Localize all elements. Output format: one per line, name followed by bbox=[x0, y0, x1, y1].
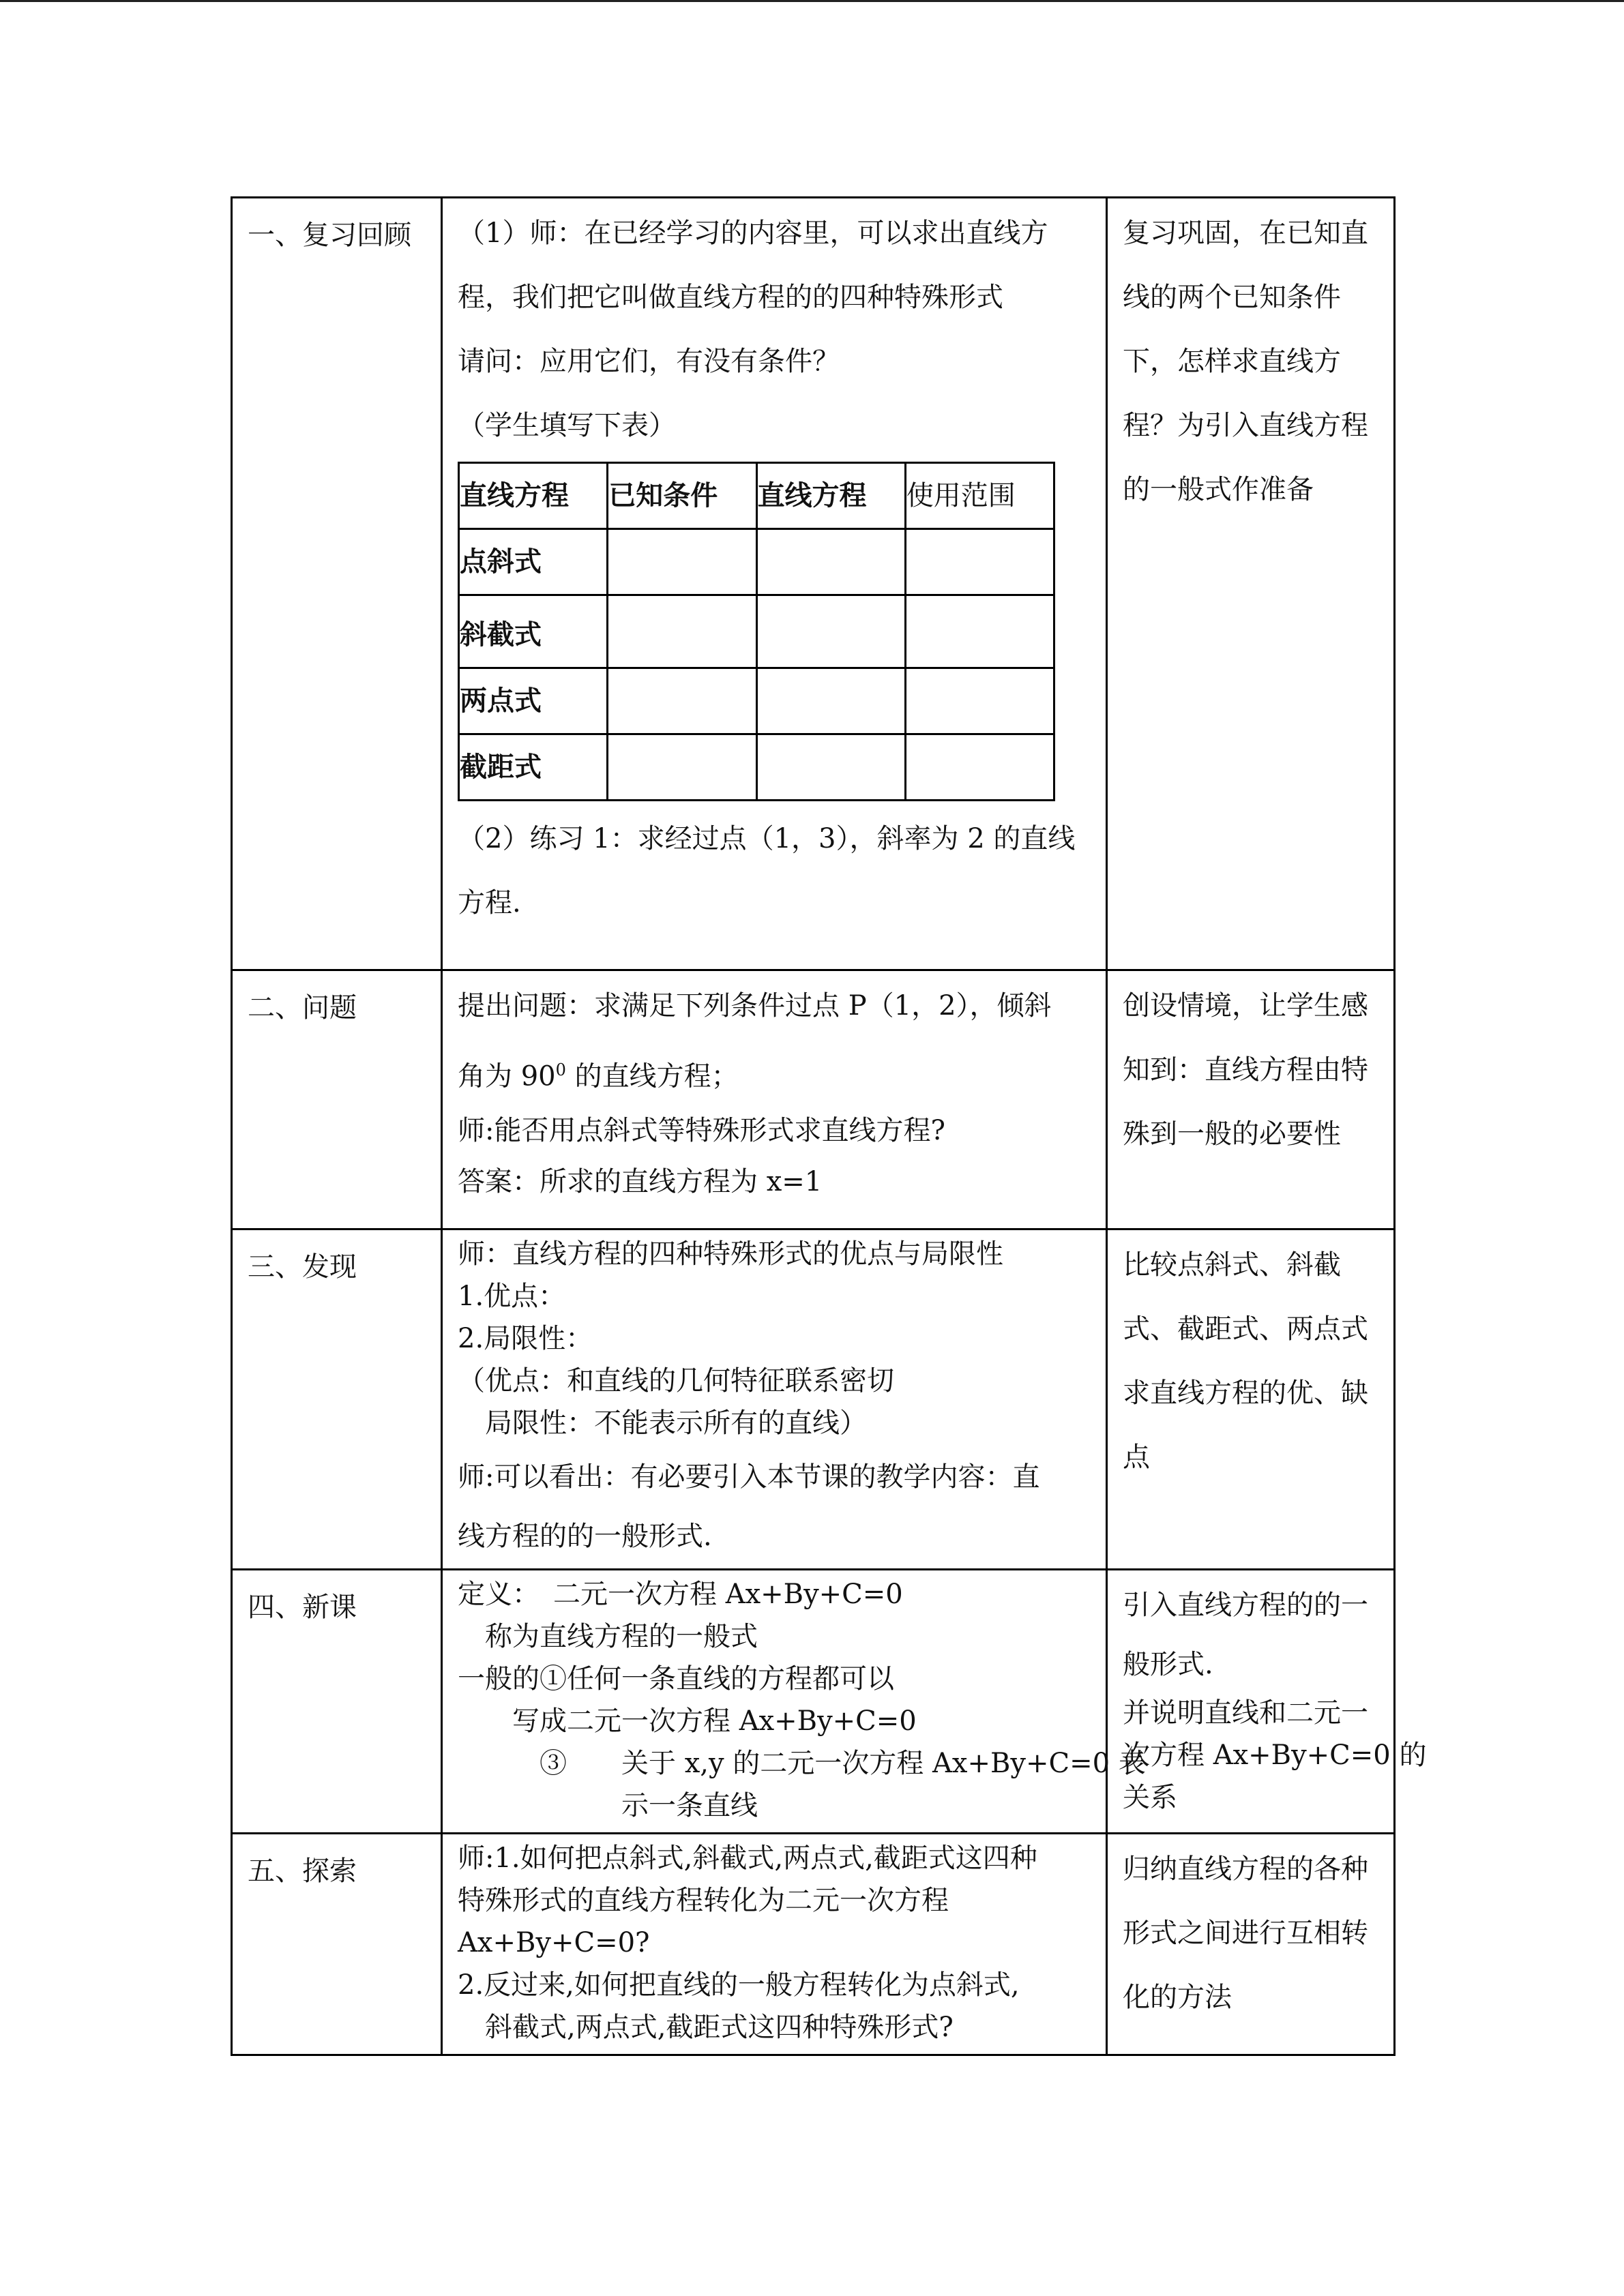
note-line: 复习巩固，在已知直 bbox=[1123, 218, 1368, 249]
content-line: ③ 关于 x,y 的二元一次方程 Ax+By+C=0 表 bbox=[458, 1748, 1146, 1779]
note-cell bbox=[1107, 1834, 1395, 2055]
content-line: Ax+By+C=0? bbox=[458, 1927, 650, 1958]
lesson-plan-table bbox=[231, 196, 1427, 2056]
fill-in-blank bbox=[756, 734, 905, 801]
fill-in-row bbox=[459, 595, 1054, 668]
fill-in-blank bbox=[905, 668, 1054, 734]
content-cell bbox=[442, 1570, 1146, 1834]
note-line: 线的两个已知条件 bbox=[1123, 282, 1341, 313]
note-line: 并说明直线和二元一 bbox=[1123, 1697, 1368, 1729]
angle-text-rest: 的直线方程； bbox=[565, 1060, 739, 1092]
row-label-cell bbox=[232, 1229, 442, 1570]
fill-in-row-label: 点斜式 bbox=[459, 529, 608, 595]
fill-in-table bbox=[458, 462, 1055, 801]
table-row bbox=[232, 1570, 1395, 1834]
note-line: 创设情境，让学生感 bbox=[1123, 990, 1368, 1022]
note-line: 般形式. bbox=[1123, 1649, 1213, 1680]
note-line: 求直线方程的优、缺 bbox=[1123, 1377, 1368, 1409]
fill-in-blank bbox=[756, 668, 905, 734]
note-line: 化的方法 bbox=[1123, 1982, 1232, 2013]
fill-in-row-label: 截距式 bbox=[459, 734, 608, 801]
fill-in-blank bbox=[756, 595, 905, 668]
row-label-cell bbox=[232, 1834, 442, 2055]
fill-in-header: 直线方程 bbox=[756, 463, 905, 529]
fill-in-blank bbox=[905, 595, 1054, 668]
fill-in-header: 已知条件 bbox=[608, 463, 756, 529]
content-line: 写成二元一次方程 Ax+By+C=0 bbox=[458, 1705, 917, 1737]
content-line: 一般的①任何一条直线的方程都可以 bbox=[458, 1663, 894, 1695]
content-line bbox=[458, 1038, 1091, 1108]
note-cell bbox=[1107, 1229, 1395, 1570]
content-line: 师:能否用点斜式等特殊形式求直线方程? bbox=[458, 1115, 945, 1147]
table-row bbox=[232, 970, 1395, 1229]
fill-in-row bbox=[459, 668, 1054, 734]
fill-in-blank bbox=[608, 734, 756, 801]
content-line: 1.优点： bbox=[458, 1281, 566, 1312]
page-top-rule bbox=[0, 0, 1624, 2]
fill-in-blank bbox=[608, 529, 756, 595]
row-label-cell bbox=[232, 198, 442, 970]
fill-in-row bbox=[459, 529, 1054, 595]
note-line: 程？为引入直线方程 bbox=[1123, 410, 1368, 441]
note-line: 次方程 Ax+By+C=0 的 bbox=[1123, 1740, 1427, 1771]
content-cell bbox=[442, 198, 1107, 970]
note-line: 殊到一般的必要性 bbox=[1123, 1118, 1341, 1150]
content-line: 程，我们把它叫做直线方程的的四种特殊形式 bbox=[458, 282, 1003, 313]
fill-in-blank bbox=[756, 529, 905, 595]
content-line: （优点：和直线的几何特征联系密切 bbox=[458, 1365, 894, 1397]
table-row bbox=[232, 1834, 1395, 2055]
degree-superscript: 0 bbox=[555, 1060, 566, 1079]
content-line: 定义： 二元一次方程 Ax+By+C=0 bbox=[458, 1579, 903, 1610]
content-line: 2.局限性： bbox=[458, 1323, 593, 1354]
fill-in-row-label: 两点式 bbox=[459, 668, 608, 734]
angle-text: 角为 90 bbox=[458, 1060, 556, 1092]
content-cell bbox=[442, 1834, 1107, 2055]
content-line: 示一条直线 bbox=[458, 1790, 758, 1821]
row-label-cell bbox=[232, 1570, 442, 1834]
content-line: 答案：所求的直线方程为 x=1 bbox=[458, 1166, 823, 1198]
content-line: 斜截式,两点式,截距式这四种特殊形式? bbox=[458, 2012, 954, 2043]
row-label: 四、新课 bbox=[248, 1592, 357, 1623]
content-line: （学生填写下表） bbox=[458, 410, 676, 441]
fill-in-blank bbox=[608, 668, 756, 734]
content-line: 师:可以看出：有必要引入本节课的教学内容：直 bbox=[458, 1461, 1040, 1493]
row-label: 二、问题 bbox=[248, 992, 357, 1024]
note-cell bbox=[1107, 970, 1395, 1229]
fill-in-row-label: 斜截式 bbox=[459, 595, 608, 668]
fill-in-blank bbox=[905, 734, 1054, 801]
fill-in-header-row bbox=[459, 463, 1054, 529]
fill-in-blank bbox=[608, 595, 756, 668]
content-line: 局限性：不能表示所有的直线） bbox=[458, 1407, 867, 1439]
content-line: 特殊形式的直线方程转化为二元一次方程 bbox=[458, 1885, 949, 1916]
note-line: 形式之间进行互相转 bbox=[1123, 1918, 1368, 1949]
content-line: 线方程的的一般形式. bbox=[458, 1521, 712, 1552]
content-line: 师：直线方程的四种特殊形式的优点与局限性 bbox=[458, 1238, 1003, 1270]
note-line: 关系 bbox=[1123, 1782, 1177, 1813]
fill-in-header: 使用范围 bbox=[905, 463, 1054, 529]
note-line: 式、截距式、两点式 bbox=[1123, 1313, 1368, 1345]
content-line: 师:1.如何把点斜式,斜截式,两点式,截距式这四种 bbox=[458, 1843, 1037, 1874]
note-line: 的一般式作准备 bbox=[1123, 474, 1314, 505]
note-line: 引入直线方程的的一 bbox=[1123, 1590, 1368, 1621]
row-label: 一、复习回顾 bbox=[248, 220, 411, 251]
note-cell bbox=[1107, 198, 1395, 970]
row-label-cell bbox=[232, 970, 442, 1229]
note-line: 归纳直线方程的各种 bbox=[1123, 1853, 1368, 1885]
content-cell bbox=[442, 1229, 1107, 1570]
content-line: （1）师：在已经学习的内容里，可以求出直线方 bbox=[458, 218, 1048, 249]
note-line: 比较点斜式、斜截 bbox=[1123, 1249, 1341, 1281]
content-line: 请问：应用它们，有没有条件？ bbox=[458, 346, 840, 377]
note-line: 下，怎样求直线方 bbox=[1123, 346, 1341, 377]
content-line: 方程. bbox=[458, 887, 521, 919]
content-line: 称为直线方程的一般式 bbox=[458, 1621, 758, 1652]
note-line: 知到：直线方程由特 bbox=[1123, 1054, 1368, 1086]
note-line: 点 bbox=[1123, 1442, 1150, 1473]
content-line: 提出问题：求满足下列条件过点 P（1，2），倾斜 bbox=[458, 990, 1052, 1022]
fill-in-blank bbox=[905, 529, 1054, 595]
content-cell bbox=[442, 970, 1107, 1229]
content-line: （2）练习 1：求经过点（1，3），斜率为 2 的直线 bbox=[458, 823, 1076, 854]
fill-in-header: 直线方程 bbox=[459, 463, 608, 529]
table-row bbox=[232, 198, 1395, 970]
note-cell bbox=[1107, 1570, 1427, 1834]
table-row bbox=[232, 1229, 1395, 1570]
row-label: 五、探索 bbox=[248, 1855, 357, 1887]
content-line: 2.反过来,如何把直线的一般方程转化为点斜式, bbox=[458, 1969, 1020, 2001]
fill-in-row bbox=[459, 734, 1054, 801]
row-label: 三、发现 bbox=[248, 1251, 357, 1283]
